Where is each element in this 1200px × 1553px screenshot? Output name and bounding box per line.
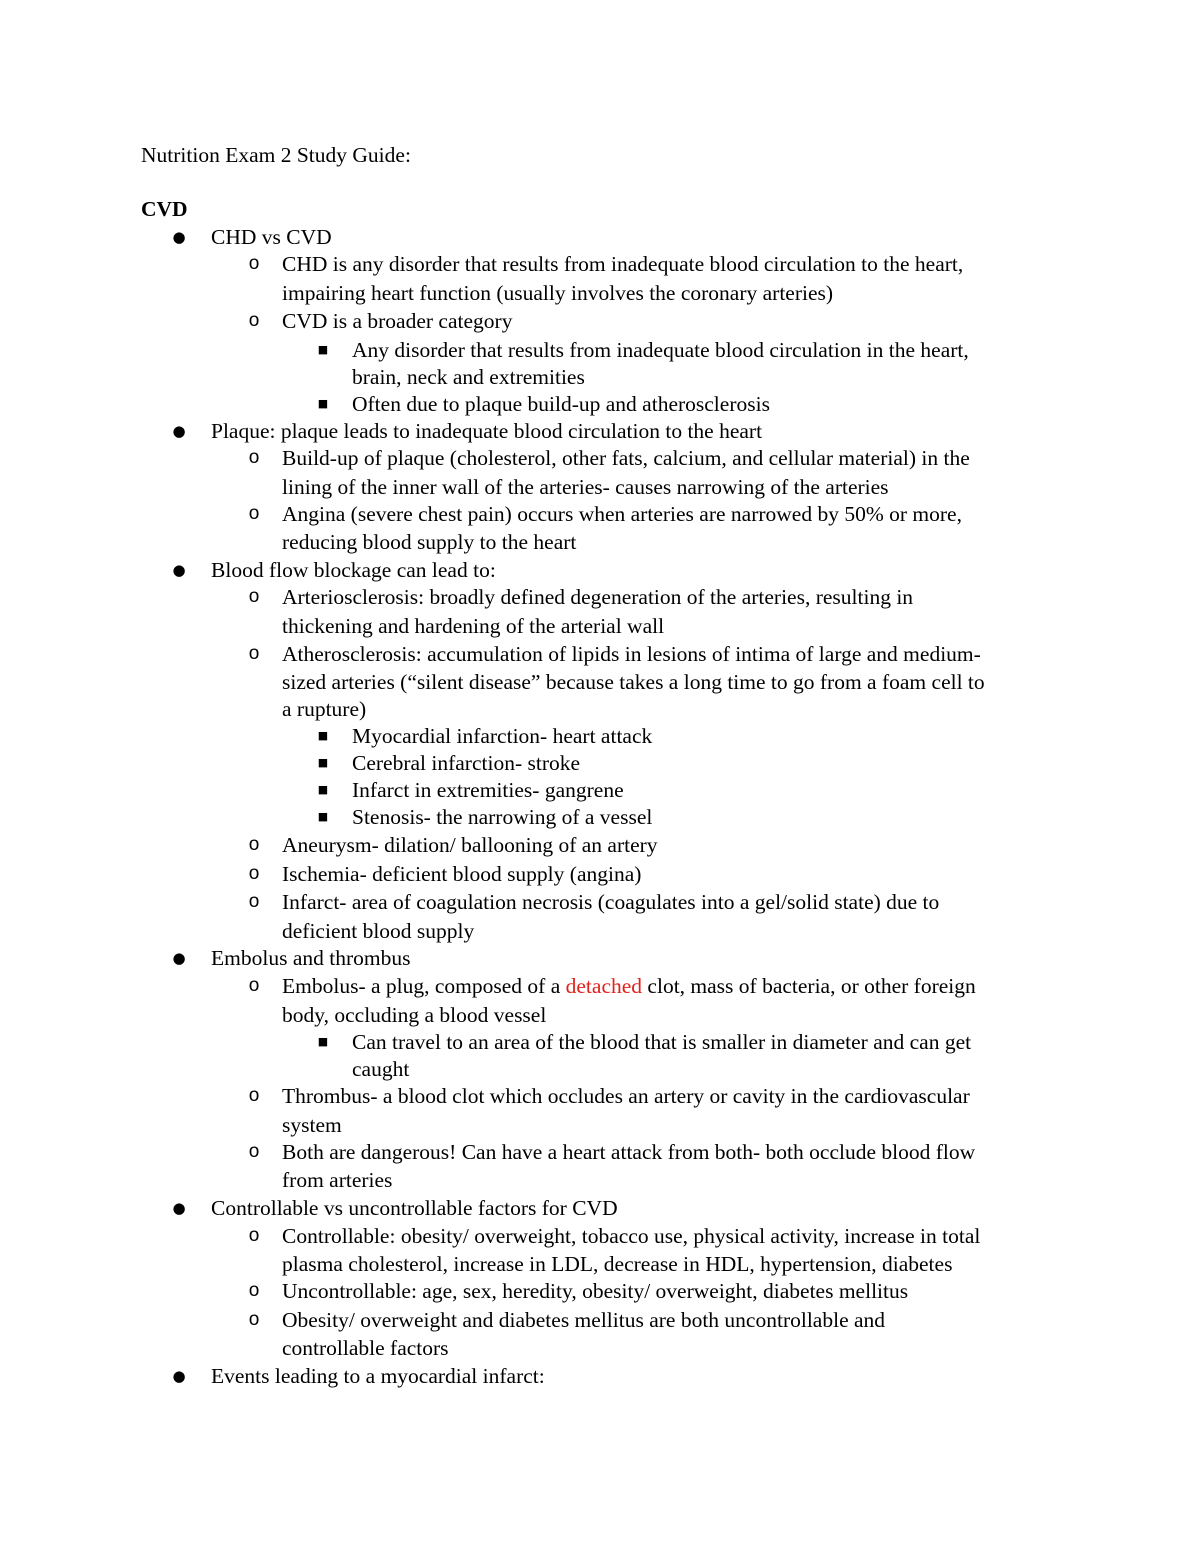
bullet-square-icon: ■ bbox=[317, 783, 329, 796]
bullet-circle-icon: o bbox=[248, 834, 260, 855]
list-item-continued: plasma cholesterol, increase in LDL, decrease in HDL, hypertension, diabetes bbox=[282, 1252, 953, 1276]
list-item: Ischemia- deficient blood supply (angina) bbox=[282, 862, 642, 886]
bullet-square-icon: ■ bbox=[317, 756, 329, 769]
highlighted-word: detached bbox=[565, 974, 643, 998]
list-item: Can travel to an area of the blood that is smaller in diameter and can get bbox=[352, 1030, 972, 1054]
list-item: Atherosclerosis: accumulation of lipids in lesions of intima of large and medium- bbox=[282, 642, 981, 666]
bullet-circle-icon: o bbox=[248, 310, 260, 331]
list-item: Controllable vs uncontrollable factors for CVD bbox=[211, 1196, 618, 1220]
list-item: Events leading to a myocardial infarct: bbox=[211, 1364, 545, 1388]
bullet-square-icon: ■ bbox=[317, 1035, 329, 1048]
bullet-circle-icon: o bbox=[248, 643, 260, 664]
list-item: Infarct- area of coagulation necrosis (coagulates into a gel/solid state) due to bbox=[282, 890, 940, 914]
bullet-circle-icon: o bbox=[248, 503, 260, 524]
bullet-circle-icon: o bbox=[248, 1225, 260, 1246]
list-item-continued: from arteries bbox=[282, 1168, 393, 1192]
document-title: Nutrition Exam 2 Study Guide: bbox=[141, 143, 411, 167]
bullet-disc-icon: ● bbox=[172, 1367, 186, 1385]
bullet-square-icon: ■ bbox=[317, 343, 329, 356]
list-item: Myocardial infarction- heart attack bbox=[352, 724, 653, 748]
bullet-square-icon: ■ bbox=[317, 729, 329, 742]
list-item: Arteriosclerosis: broadly defined degeneration of the arteries, resulting in bbox=[282, 585, 914, 609]
list-item: Thrombus- a blood clot which occludes an artery or cavity in the cardiovascular bbox=[282, 1084, 970, 1108]
bullet-circle-icon: o bbox=[248, 253, 260, 274]
bullet-circle-icon: o bbox=[248, 1309, 260, 1330]
list-item: CVD is a broader category bbox=[282, 309, 513, 333]
bullet-circle-icon: o bbox=[248, 586, 260, 607]
text-run: clot, mass of bacteria, or other foreign bbox=[642, 974, 976, 998]
list-item: Any disorder that results from inadequate blood circulation in the heart, bbox=[352, 338, 969, 362]
bullet-circle-icon: o bbox=[248, 1280, 260, 1301]
list-item: Stenosis- the narrowing of a vessel bbox=[352, 805, 653, 829]
bullet-disc-icon: ● bbox=[172, 949, 186, 967]
list-item: CHD vs CVD bbox=[211, 225, 332, 249]
bullet-circle-icon: o bbox=[248, 1141, 260, 1162]
list-item: Infarct in extremities- gangrene bbox=[352, 778, 624, 802]
list-item: Controllable: obesity/ overweight, tobacco use, physical activity, increase in total bbox=[282, 1224, 981, 1248]
bullet-disc-icon: ● bbox=[172, 1199, 186, 1217]
bullet-disc-icon: ● bbox=[172, 228, 186, 246]
bullet-disc-icon: ● bbox=[172, 561, 186, 579]
bullet-circle-icon: o bbox=[248, 975, 260, 996]
bullet-circle-icon: o bbox=[248, 863, 260, 884]
list-item: Plaque: plaque leads to inadequate blood circulation to the heart bbox=[211, 419, 763, 443]
list-item: Often due to plaque build-up and atherosclerosis bbox=[352, 392, 770, 416]
list-item-continued: system bbox=[282, 1113, 342, 1137]
list-item-continued: caught bbox=[352, 1057, 410, 1081]
bullet-square-icon: ■ bbox=[317, 810, 329, 823]
section-heading: CVD bbox=[141, 197, 188, 221]
list-item bbox=[282, 972, 976, 1000]
list-item-continued: controllable factors bbox=[282, 1336, 449, 1360]
list-item: CHD is any disorder that results from inadequate blood circulation to the heart, bbox=[282, 252, 964, 276]
list-item: Aneurysm- dilation/ ballooning of an artery bbox=[282, 833, 658, 857]
list-item-continued: a rupture) bbox=[282, 697, 367, 721]
bullet-square-icon: ■ bbox=[317, 397, 329, 410]
list-item-continued: lining of the inner wall of the arteries- causes narrowing of the arteries bbox=[282, 475, 889, 499]
list-item: Obesity/ overweight and diabetes mellitus are both uncontrollable and bbox=[282, 1308, 886, 1332]
list-item: Both are dangerous! Can have a heart attack from both- both occlude blood flow bbox=[282, 1140, 976, 1164]
text-run: Embolus- a plug, composed of a bbox=[282, 974, 566, 998]
bullet-disc-icon: ● bbox=[172, 422, 186, 440]
list-item-continued: sized arteries (“silent disease” because takes a long time to go from a foam cell to bbox=[282, 670, 985, 694]
list-item-continued: reducing blood supply to the heart bbox=[282, 530, 577, 554]
bullet-circle-icon: o bbox=[248, 891, 260, 912]
list-item: Cerebral infarction- stroke bbox=[352, 751, 581, 775]
list-item-continued: impairing heart function (usually involves the coronary arteries) bbox=[282, 281, 834, 305]
list-item: Angina (severe chest pain) occurs when arteries are narrowed by 50% or more, bbox=[282, 502, 962, 526]
list-item-continued: deficient blood supply bbox=[282, 919, 475, 943]
list-item: Blood flow blockage can lead to: bbox=[211, 558, 496, 582]
bullet-circle-icon: o bbox=[248, 1085, 260, 1106]
list-item-continued: thickening and hardening of the arterial wall bbox=[282, 614, 665, 638]
list-item: Uncontrollable: age, sex, heredity, obesity/ overweight, diabetes mellitus bbox=[282, 1279, 909, 1303]
list-item: Embolus and thrombus bbox=[211, 946, 411, 970]
list-item-continued: body, occluding a blood vessel bbox=[282, 1003, 547, 1027]
list-item: Build-up of plaque (cholesterol, other fats, calcium, and cellular material) in the bbox=[282, 446, 970, 470]
list-item-continued: brain, neck and extremities bbox=[352, 365, 585, 389]
bullet-circle-icon: o bbox=[248, 447, 260, 468]
